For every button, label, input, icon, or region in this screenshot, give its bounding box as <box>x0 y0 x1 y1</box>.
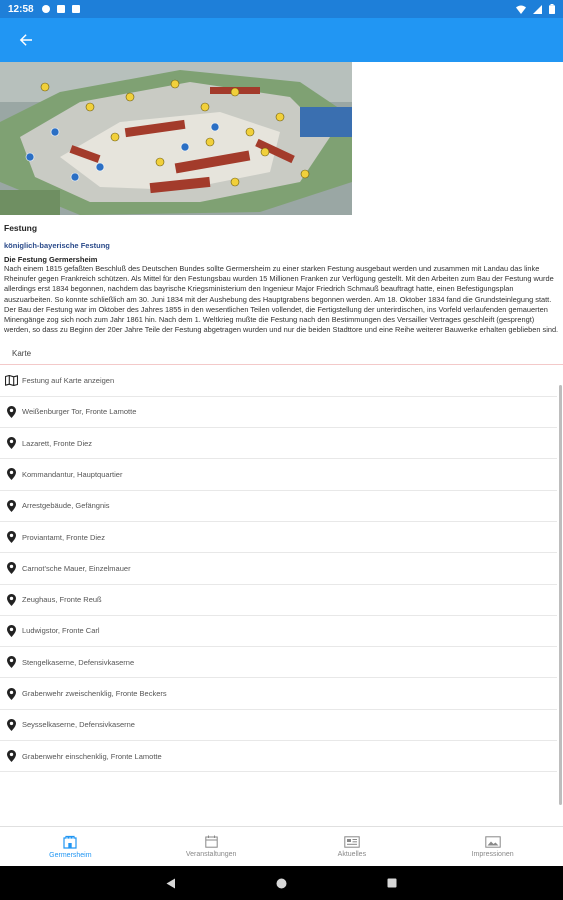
location-item[interactable] <box>0 710 557 741</box>
back-button[interactable] <box>12 26 40 54</box>
location-item[interactable] <box>0 585 557 616</box>
location-item[interactable] <box>0 553 557 584</box>
battery-icon <box>549 4 555 14</box>
location-label: Kommandantur, Hauptquartier <box>22 469 123 479</box>
location-label: Arrestgebäude, Gefängnis <box>22 501 110 511</box>
news-icon <box>344 836 360 848</box>
map-section-header: Karte <box>0 343 563 365</box>
system-nav-bar <box>0 866 563 900</box>
location-item[interactable] <box>0 397 557 428</box>
bottom-nav <box>0 826 563 866</box>
location-label: Zeughaus, Fronte Reuß <box>22 595 102 605</box>
map-pin-icon <box>4 593 18 607</box>
location-label: Seysselkaserne, Defensivkaserne <box>22 720 135 730</box>
image-icon <box>485 836 501 848</box>
scrollbar[interactable] <box>559 385 562 805</box>
system-home-button[interactable] <box>276 878 287 889</box>
map-pin-icon <box>4 467 18 481</box>
system-back-button[interactable] <box>166 878 176 889</box>
map-pin-icon <box>4 561 18 575</box>
article-title: Festung <box>4 223 38 233</box>
gear-icon <box>42 5 50 13</box>
map-pin-icon <box>4 499 18 513</box>
map-pin-icon <box>4 687 18 701</box>
square-recents-icon <box>387 878 397 888</box>
nav-label: Veranstaltungen <box>185 851 237 858</box>
nav-label: Germersheim <box>49 851 92 859</box>
show-on-map-button[interactable] <box>0 365 557 396</box>
nav-veranstaltungen[interactable] <box>141 827 282 866</box>
location-label: Grabenwehr zweischenklig, Fronte Beckers <box>22 689 167 699</box>
location-item[interactable] <box>0 459 557 490</box>
location-label: Ludwigstor, Fronte Carl <box>22 626 100 636</box>
app-bar <box>0 18 563 62</box>
location-label: Lazarett, Fronte Diez <box>22 438 93 448</box>
circle-home-icon <box>276 878 287 889</box>
map-pin-icon <box>4 405 18 419</box>
location-label: Proviantamt, Fronte Diez <box>22 532 105 542</box>
map-pin-icon <box>4 655 18 669</box>
status-bar <box>0 0 563 18</box>
map-pin-icon <box>4 718 18 732</box>
signal-icon <box>533 5 542 14</box>
status-right <box>516 4 555 14</box>
location-item[interactable] <box>0 428 557 459</box>
castle-icon <box>63 835 77 849</box>
clock: 12:58 <box>8 3 34 15</box>
location-label: Grabenwehr einschenklig, Fronte Lamotte <box>22 751 162 761</box>
article-subtitle: königlich-bayerische Festung <box>4 241 110 250</box>
location-item[interactable] <box>0 616 557 647</box>
location-item[interactable] <box>0 647 557 678</box>
show-on-map-label: Festung auf Karte anzeigen <box>22 376 115 386</box>
nav-germersheim[interactable] <box>0 827 141 866</box>
nav-impressionen[interactable] <box>422 827 563 866</box>
system-recents-button[interactable] <box>387 878 397 888</box>
wifi-icon <box>516 5 526 14</box>
triangle-back-icon <box>166 878 176 889</box>
arrow-left-icon <box>19 33 33 47</box>
location-list <box>0 365 563 772</box>
location-label: Stengelkaserne, Defensivkaserne <box>22 657 135 667</box>
calendar-icon <box>205 835 218 848</box>
notification-icon <box>72 5 80 13</box>
nav-aktuelles[interactable] <box>282 827 423 866</box>
location-label: Carnot'sche Mauer, Einzelmauer <box>22 563 131 573</box>
nav-label: Impressionen <box>471 850 514 858</box>
map-pin-icon <box>4 624 18 638</box>
article-text: Nach einem 1815 gefaßten Beschluß des Deutschen Bundes sollte Germersheim zu einer starken Festung ausgebaut werden und zusammen mit Landau das linke Rheinufer gegen Frankreich schützen. Als Mittel für den Festungsbau wurden 15 Millionen Franken zur Verfügung gestellt. Mit den Arbeiten zum Bau der Festung wurde allerdings erst 1834 begonnen, nachdem das bayrische Kriegsministerium den Ingenieur Major Friedrich Schmauß beauftragt hatte, einen Befestigungsplan auszuarbeiten. So konnte schließlich am 30. Juni 1834 mit der Aushebung des Hauptgrabens begonnen werden. Am 18. Oktober 1834 fand die Grundsteinlegung statt. Der Bau der Festung war im Oktober des Jahres 1855 in den wesentlichen Teilen vollendet, die Fertigstellung der unterirdischen, ins Vorfeld verlaufenden gemauerten Minengänge zog sich noch zum Jahr 1861 hin. Nach dem 1. Weltkrieg mußte die Festung nach den Bestimmungen des Versailler Vertrages geschleift (gesprengt) werden, so dass zu Beginn der 20er Jahre Teile der Festung abgetragen wurden und nur die beiden Stadttore und eine Reihe weiterer Bauwerke erhalten geblieben sind. <box>4 264 559 335</box>
map-pin-icon <box>4 436 18 450</box>
fortress-model-image <box>0 62 352 215</box>
nav-label: Aktuelles <box>337 850 367 858</box>
content-scroll[interactable] <box>0 62 563 826</box>
location-item[interactable] <box>0 491 557 522</box>
location-item[interactable] <box>0 741 557 772</box>
location-item[interactable] <box>0 678 557 709</box>
location-label: Weißenburger Tor, Fronte Lamotte <box>22 407 137 417</box>
map-icon <box>4 374 18 388</box>
notification-icon <box>57 5 65 13</box>
article-heading: Die Festung Germersheim <box>4 255 98 264</box>
map-pin-icon <box>4 749 18 763</box>
location-item[interactable] <box>0 522 557 553</box>
map-pin-icon <box>4 530 18 544</box>
